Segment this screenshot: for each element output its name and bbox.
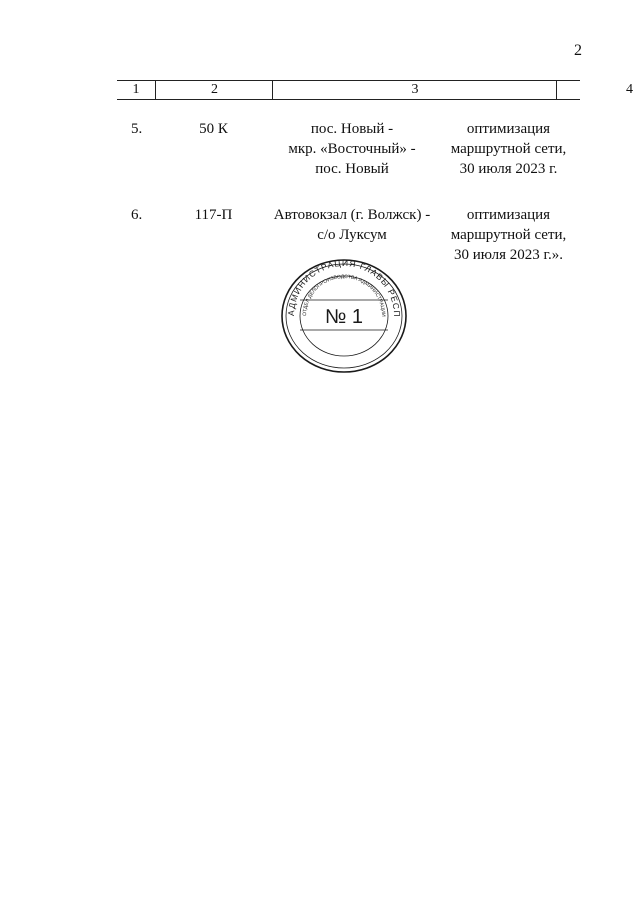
reason-line: оптимизация xyxy=(466,121,551,137)
reason-line: маршрутной сети, xyxy=(450,141,567,157)
route-code: 117-П xyxy=(194,207,233,223)
stamp-inner-text: ОТДЕЛ ДЕЛОПРОИЗВОДСТВА АДМИНИСТРАЦИИ xyxy=(301,273,387,317)
route-line: мкр. «Восточный» - xyxy=(288,141,416,157)
route-line: пос. Новый - xyxy=(310,121,394,137)
column-header-2: 2 xyxy=(155,81,273,99)
change-reason xyxy=(421,119,596,179)
reason-line: 30 июля 2023 г. xyxy=(459,161,558,177)
stamp-outer-text: АДМИНИСТРАЦИЯ ГЛАВЫ РЕСП xyxy=(285,257,403,318)
stamp-seal-icon xyxy=(264,256,424,376)
row-number: 5. xyxy=(131,121,143,137)
row-number: 6. xyxy=(131,207,143,223)
table-header-row xyxy=(117,80,633,100)
column-header-4: 4 xyxy=(556,81,640,99)
column-header-3: 3 xyxy=(272,81,557,99)
route-code: 50 К xyxy=(199,121,228,137)
official-stamp xyxy=(264,256,424,376)
route-line: Автовокзал (г. Волжск) - xyxy=(273,207,431,223)
reason-line: маршрутной сети, xyxy=(450,227,567,243)
column-header-1: 1 xyxy=(132,82,140,97)
route-line: с/о Луксум xyxy=(317,227,387,243)
route-line: пос. Новый xyxy=(315,161,389,177)
page-number: 2 xyxy=(574,42,582,59)
stamp-number: № 1 xyxy=(324,306,364,328)
reason-line: 30 июля 2023 г.». xyxy=(454,247,563,263)
change-reason xyxy=(421,205,596,265)
reason-line: оптимизация xyxy=(466,207,551,223)
